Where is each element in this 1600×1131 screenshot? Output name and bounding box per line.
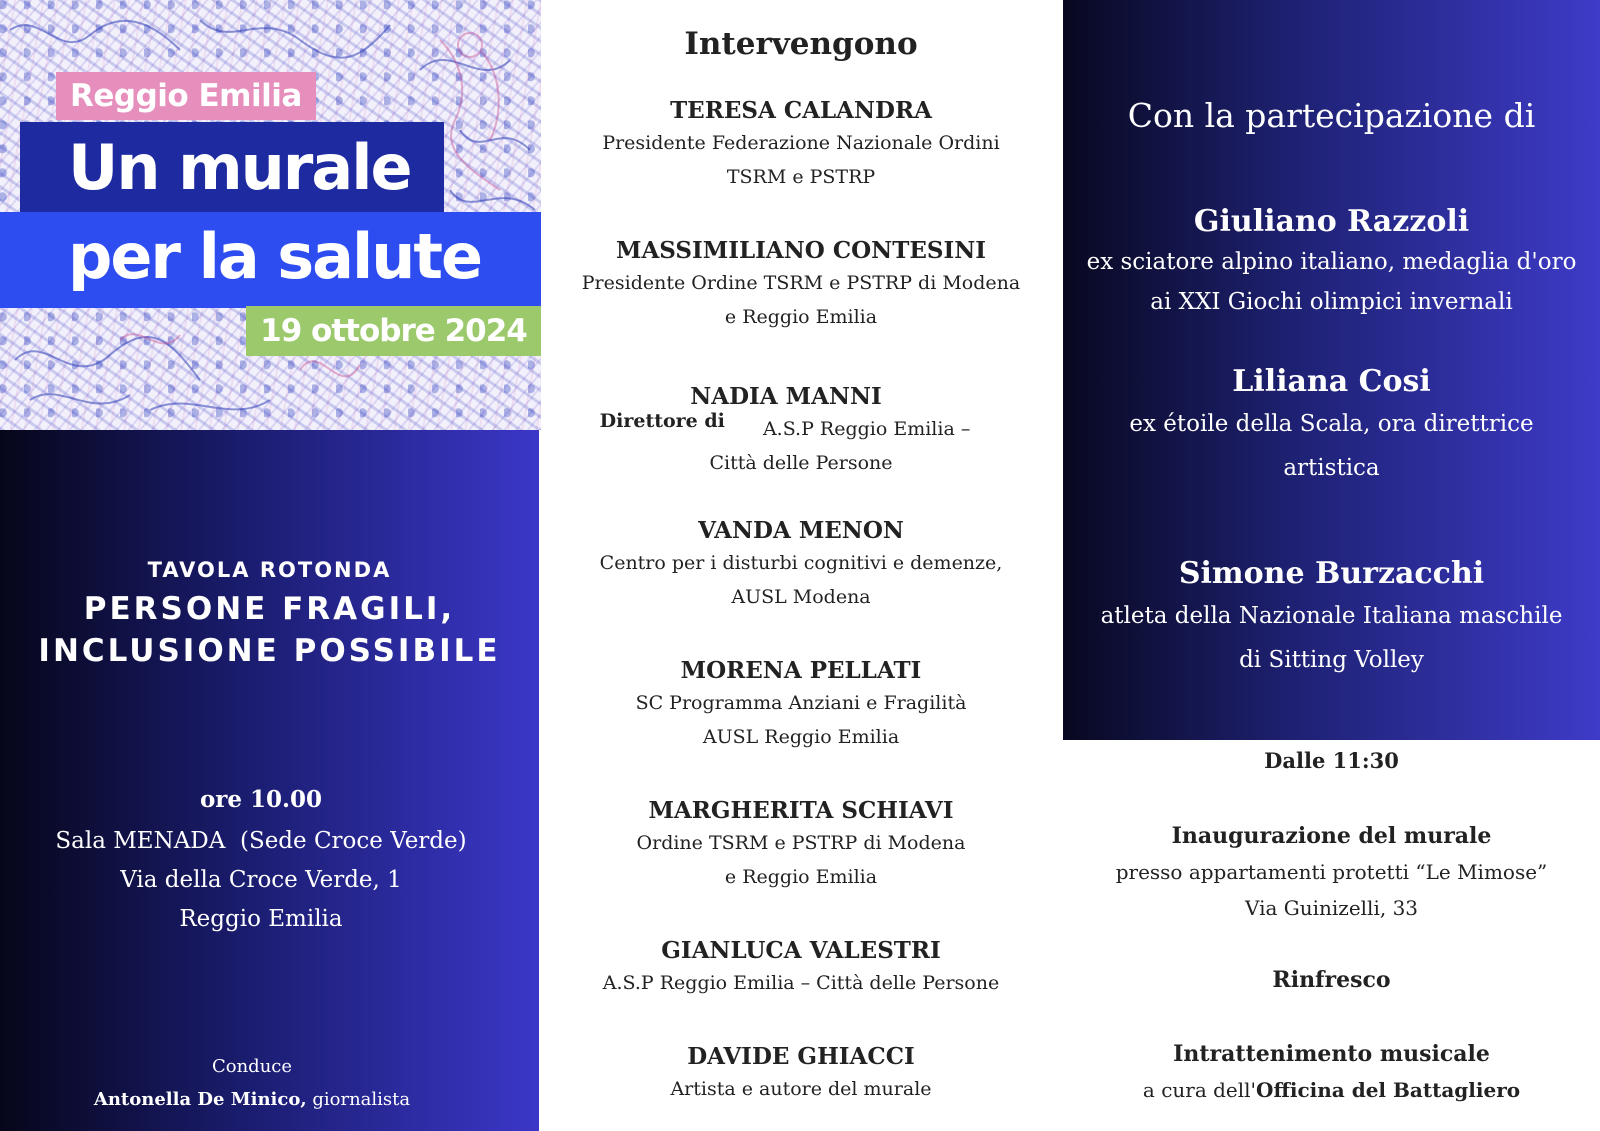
moderator-line <box>0 1083 504 1116</box>
speaker-name: GIANLUCA VALESTRI <box>661 937 941 964</box>
guest-item <box>1063 362 1600 490</box>
speaker-name: VANDA MENON <box>698 517 904 544</box>
speaker-name: NADIA MANNI <box>690 383 882 410</box>
roundtable-venue <box>0 822 522 939</box>
guest-desc-line-1: ex sciatore alpino italiano, medaglia d'oro <box>1086 249 1577 275</box>
inauguration-title: Inaugurazione del murale <box>1171 823 1492 849</box>
guest-name: Simone Burzacchi <box>1178 556 1485 591</box>
music-by-prefix: a cura dell' <box>1142 1078 1257 1102</box>
roundtable-title <box>0 588 539 672</box>
date-tag: 19 ottobre 2024 <box>246 306 541 356</box>
music-title: Intrattenimento musicale <box>1173 1041 1490 1067</box>
moderator-role: giornalista <box>312 1089 411 1110</box>
speaker-item <box>539 936 1063 1000</box>
speaker-role-line-1: Artista e autore del murale <box>670 1078 932 1100</box>
guest-desc-line-2: artistica <box>1283 455 1380 481</box>
speaker-name: TERESA CALANDRA <box>670 97 932 124</box>
speaker-role-line-1: Ordine TSRM e PSTRP di Modena <box>636 832 966 854</box>
guests-panel <box>1063 0 1600 740</box>
city-tag: Reggio Emilia <box>56 72 316 120</box>
speaker-role-line-1: Presidente Federazione Nazionale Ordini <box>602 132 1000 154</box>
speaker-role-line-2: TSRM e PSTRP <box>726 166 876 188</box>
speaker-role-line-1: A.S.P Reggio Emilia – Città delle Persone <box>602 972 1000 994</box>
inauguration-place: presso appartamenti protetti “Le Mimose” <box>1115 860 1548 884</box>
right-column <box>1063 0 1600 1131</box>
speaker-item <box>539 1042 1063 1106</box>
refreshment-block <box>1063 962 1600 998</box>
speaker-name: MARGHERITA SCHIAVI <box>648 797 954 824</box>
schedule-block <box>1063 748 1600 773</box>
inauguration-block <box>1063 818 1600 926</box>
speaker-role-text: A.S.P Reggio Emilia – <box>762 418 971 440</box>
speaker-role-line-2: e Reggio Emilia <box>724 866 878 888</box>
music-by-name: Officina del Battagliero <box>1256 1078 1521 1102</box>
speaker-name: MORENA PELLATI <box>680 657 922 684</box>
speaker-item <box>539 656 1063 754</box>
guest-name: Liliana Cosi <box>1232 364 1431 399</box>
inauguration-address: Via Guinizelli, 33 <box>1244 896 1419 920</box>
speaker-role-line-2: AUSL Reggio Emilia <box>702 726 900 748</box>
title-line-1: Un murale <box>20 122 444 214</box>
roundtable-label: TAVOLA ROTONDA <box>147 558 392 582</box>
left-column <box>0 0 539 1131</box>
speaker-role-line-2: Città delle Persone <box>709 452 893 474</box>
speaker-item <box>539 796 1063 894</box>
roundtable-title-line-2: INCLUSIONE POSSIBILE <box>38 633 501 669</box>
venue-line-2: Via della Croce Verde, 1 <box>120 867 402 893</box>
guest-desc-line-2: di Sitting Volley <box>1239 647 1424 673</box>
speaker-role-prefix: Direttore di <box>599 410 725 432</box>
guest-desc-line-2: ai XXI Giochi olimpici invernali <box>1150 289 1513 315</box>
schedule-from-time: Dalle 11:30 <box>1264 748 1399 773</box>
roundtable-time: ore 10.00 <box>199 786 323 813</box>
speaker-item <box>539 236 1063 334</box>
guest-desc-line-1: atleta della Nazionale Italiana maschile <box>1100 603 1563 629</box>
conduce-label: Conduce <box>211 1056 293 1077</box>
guest-desc-line-1: ex étoile della Scala, ora direttrice <box>1129 411 1534 437</box>
guests-label: Con la partecipazione di <box>1127 96 1536 135</box>
music-block <box>1063 1036 1600 1108</box>
mural-artwork-image <box>0 0 541 430</box>
moderator-block <box>0 1050 504 1116</box>
speaker-role-line-1: Centro per i disturbi cognitivi e demenze, <box>599 552 1003 574</box>
speaker-role-line-2: AUSL Modena <box>731 586 871 608</box>
speaker-item <box>539 96 1063 194</box>
speaker-name: MASSIMILIANO CONTESINI <box>616 237 986 264</box>
speakers-column <box>539 0 1063 1131</box>
venue-line-1: Sala MENADA (Sede Croce Verde) <box>55 828 467 854</box>
guest-item <box>1063 202 1600 322</box>
speakers-title: Intervengono <box>684 26 918 62</box>
speaker-item <box>539 382 1063 480</box>
refreshment-label: Rinfresco <box>1272 967 1391 993</box>
speaker-item <box>539 516 1063 614</box>
speaker-role-line-1: SC Programma Anziani e Fragilità <box>635 692 967 714</box>
speaker-role-line-1 <box>539 412 1063 446</box>
title-line-2: per la salute <box>0 212 541 308</box>
speaker-role-line-1: Presidente Ordine TSRM e PSTRP di Modena <box>581 272 1021 294</box>
speaker-role-line-2: e Reggio Emilia <box>724 306 878 328</box>
venue-line-3: Reggio Emilia <box>179 906 343 932</box>
guest-item <box>1063 554 1600 682</box>
music-by-line <box>1063 1072 1600 1108</box>
roundtable-panel <box>0 430 539 1131</box>
roundtable-title-line-1: PERSONE FRAGILI, <box>83 591 456 627</box>
speaker-name: DAVIDE GHIACCI <box>687 1043 915 1070</box>
guest-name: Giuliano Razzoli <box>1193 204 1470 239</box>
moderator-name: Antonella De Minico, <box>93 1089 307 1110</box>
